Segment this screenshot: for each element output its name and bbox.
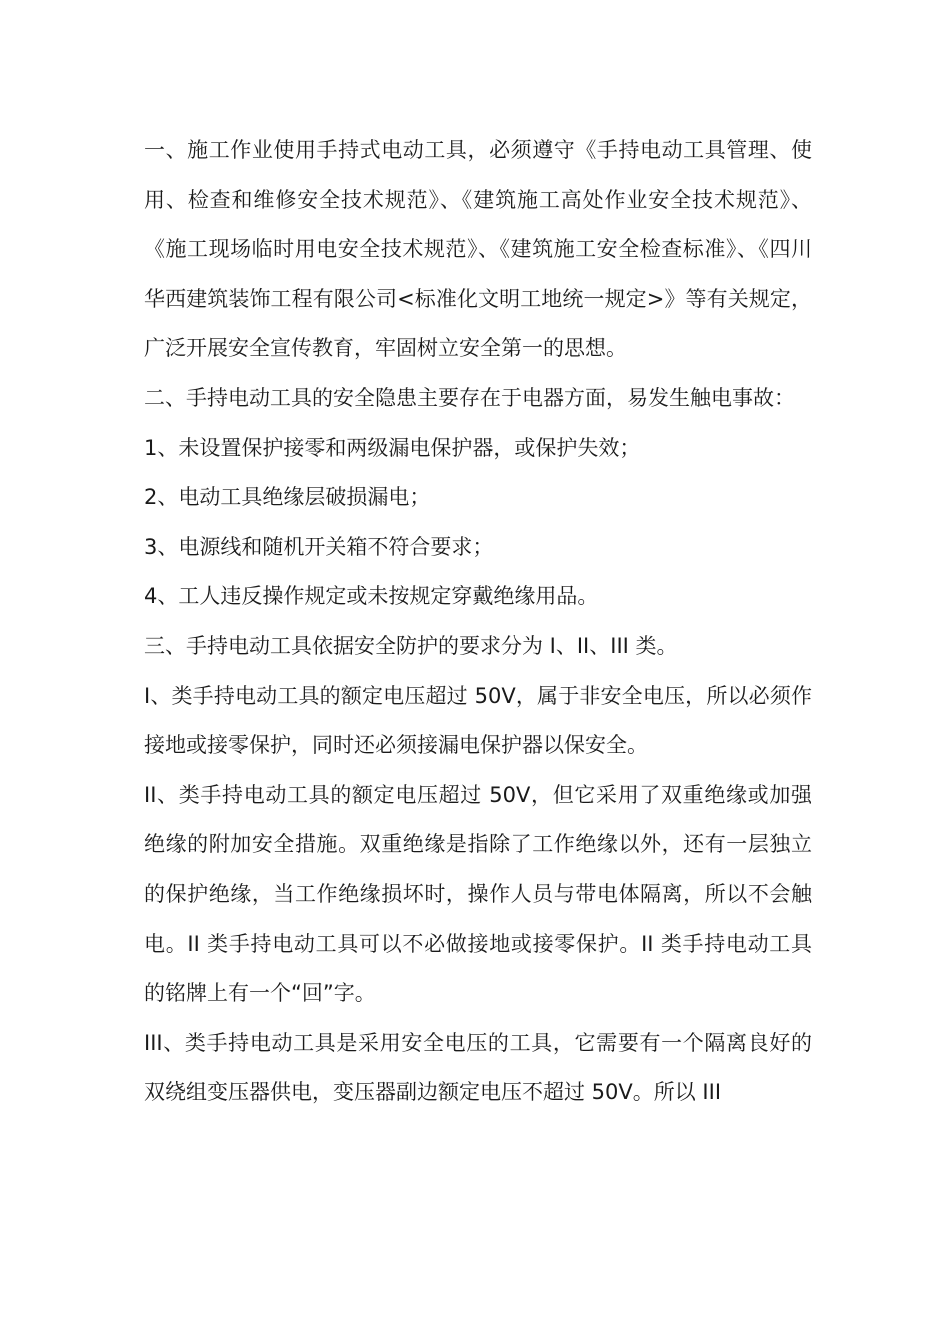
list-item-4: 4、工人违反操作规定或未按规定穿戴绝缘用品。 bbox=[144, 584, 599, 609]
paragraph-section-1: 一、施工作业使用手持式电动工具，必须遵守《手持电动工具管理、使用、检查和维修安全技术规范》、《建筑施工高处作业安全技术规范》、《施工现场临时用电安全技术规范》、《建筑施工安全检查标准》、《四川华西建筑装饰工程有限公司<标准化文明工地统一规定>》等有关规定，广泛开展安全宣传教育，牢固树立安全第一的思想。 bbox=[144, 138, 812, 361]
paragraph-section-3: 三、手持电动工具依据安全防护的要求分为 I、II、III 类。 bbox=[144, 633, 678, 658]
list-item-3: 3、电源线和随机开关箱不符合要求； bbox=[144, 534, 494, 559]
document-body bbox=[144, 126, 812, 1118]
paragraph-class-1: I、类手持电动工具的额定电压超过 50V，属于非安全电压，所以必须作接地或接零保护，同时还必须接漏电保护器以保安全。 bbox=[144, 683, 812, 758]
paragraph-section-2: 二、手持电动工具的安全隐患主要存在于电器方面，易发生触电事故： bbox=[144, 385, 795, 410]
paragraph-class-3: III、类手持电动工具是采用安全电压的工具，它需要有一个隔离良好的双绕组变压器供电，变压器副边额定电压不超过 50V。所以 III bbox=[144, 1030, 812, 1105]
paragraph-class-2: II、类手持电动工具的额定电压超过 50V，但它采用了双重绝缘或加强绝缘的附加安全措施。双重绝缘是指除了工作绝缘以外，还有一层独立的保护绝缘，当工作绝缘损坏时，操作人员与带电体隔离，所以不会触电。II 类手持电动工具可以不必做接地或接零保护。II 类手持电动工具的铭牌上有一个“回”字。 bbox=[144, 782, 812, 1006]
list-item-2: 2、电动工具绝缘层破损漏电； bbox=[144, 485, 431, 510]
list-item-1: 1、未设置保护接零和两级漏电保护器，或保护失效； bbox=[144, 435, 641, 460]
